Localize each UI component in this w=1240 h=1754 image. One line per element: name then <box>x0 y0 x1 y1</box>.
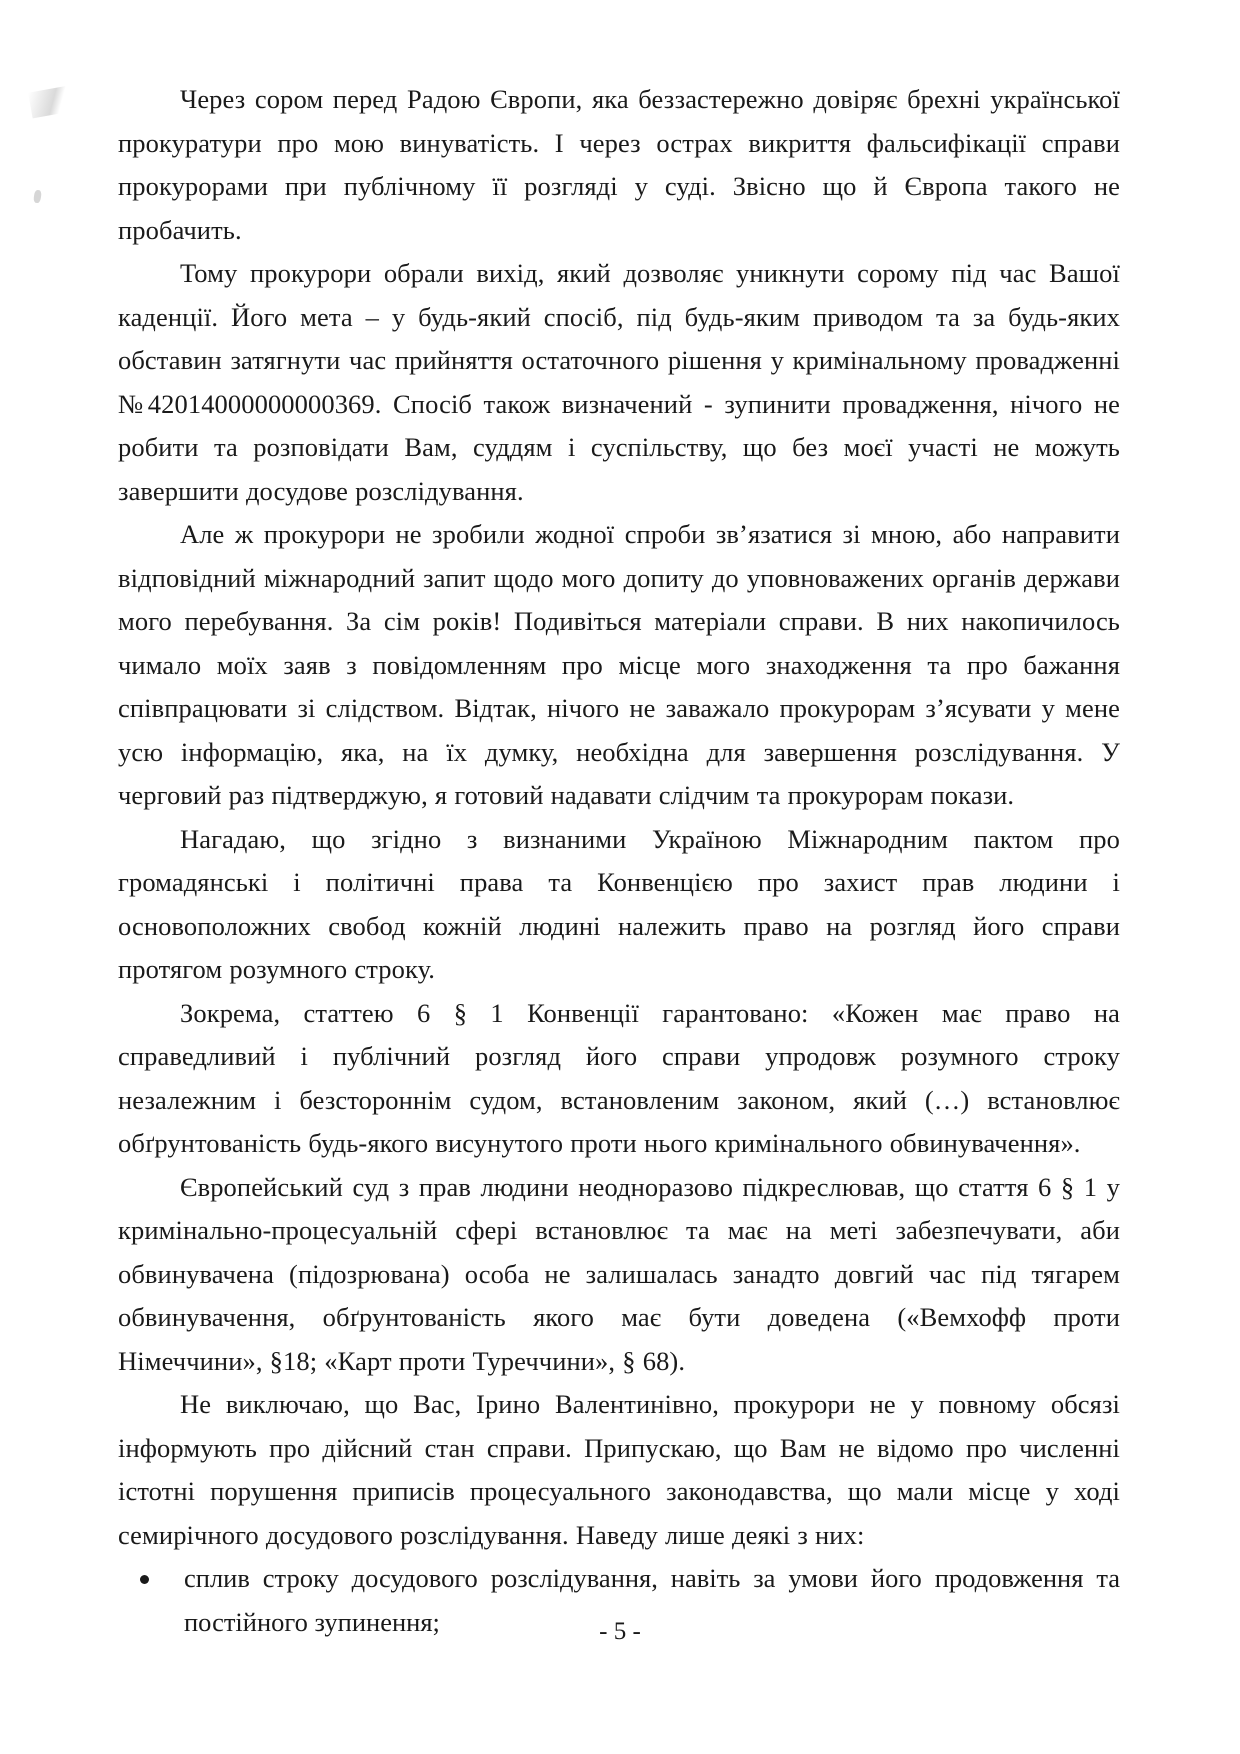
bullet-point-icon <box>140 1575 149 1584</box>
list-item-text: сплив строку досудового розслідування, навіть за умови його продовження та постійного зупинення; <box>184 1563 1120 1637</box>
paragraph-3: Але ж прокурори не зробили жодної спроби зв’язатися зі мною, або направити відповідний міжнародний запит щодо мого допиту до уповноважених органів держави мого перебування. За сім років! Подивіться матеріали справи. В них накопичилось чимало моїх заяв з повідомленням про місце мого знаходження та про бажання співпрацювати зі слідством. Відтак, нічого не заважало прокурорам з’ясувати у мене усю інформацію, яка, на їх думку, необхідна для завершення розслідування. У черговий раз підтверджую, я готовий надавати слідчим та прокурорам покази. <box>118 519 1120 810</box>
scan-artifact-streak <box>28 84 84 119</box>
paragraph-4: Нагадаю, що згідно з визнаними Україною Міжнародним пактом про громадянські і політичні права та Конвенцією про захист прав людини і основоположних свобод кожній людині належить право на розгляд його справи протягом розумного строку. <box>118 823 1120 984</box>
paragraph-5: Зокрема, статтею 6 § 1 Конвенції гарантовано: «Кожен має право на справедливий і публічний розгляд його справи упродовж розумного строку незалежним і безстороннім судом, встановленим законом, який (…) встановлює обґрунтованість будь-якого висунутого проти нього кримінального обвинувачення». <box>118 997 1120 1158</box>
scan-artifact-speck <box>33 190 42 204</box>
paragraph-2: Тому прокурори обрали вихід, який дозволяє уникнути сорому під час Вашої каденції. Його мета – у будь-який спосіб, під будь-яким приводом та за будь-яких обставин затягнути час прийняття остаточного рішення у кримінальному провадженні №42014000000000369. Спосіб також визначений - зупинити провадження, нічого не робити та розповідати Вам, суддям і суспільству, що без моєї участі не можуть завершити досудове розслідування. <box>118 258 1120 506</box>
paragraph-7: Не виключаю, що Вас, Ірино Валентинівно, прокурори не у повному обсязі інформують про дійсний стан справи. Припускаю, що Вам не відомо про численні істотні порушення приписів процесуального законодавства, що мали місце у ході семирічного досудового розслідування. Наведу лише деякі з них: <box>118 1389 1120 1550</box>
document-body <box>118 78 1120 1644</box>
paragraph-1: Через сором перед Радою Європи, яка беззастережно довіряє брехні української прокуратури про мою винуватість. І через острах викриття фальсифікації справи прокурорами при публічному її розгляді у суді. Звісно що й Європа такого не пробачить. <box>118 84 1120 245</box>
paragraph-6: Європейський суд з прав людини неодноразово підкреслював, що стаття 6 § 1 у кримінально-процесуальній сфері встановлює та має на меті забезпечувати, аби обвинувачена (підозрювана) особа не залишалась занадто довгий час під тягарем обвинувачення, обґрунтованість якого має бути доведена («Вемхофф проти Німеччини», §18; «Карт проти Туреччини», § 68). <box>118 1171 1120 1376</box>
page-number: - 5 - <box>599 1618 641 1645</box>
